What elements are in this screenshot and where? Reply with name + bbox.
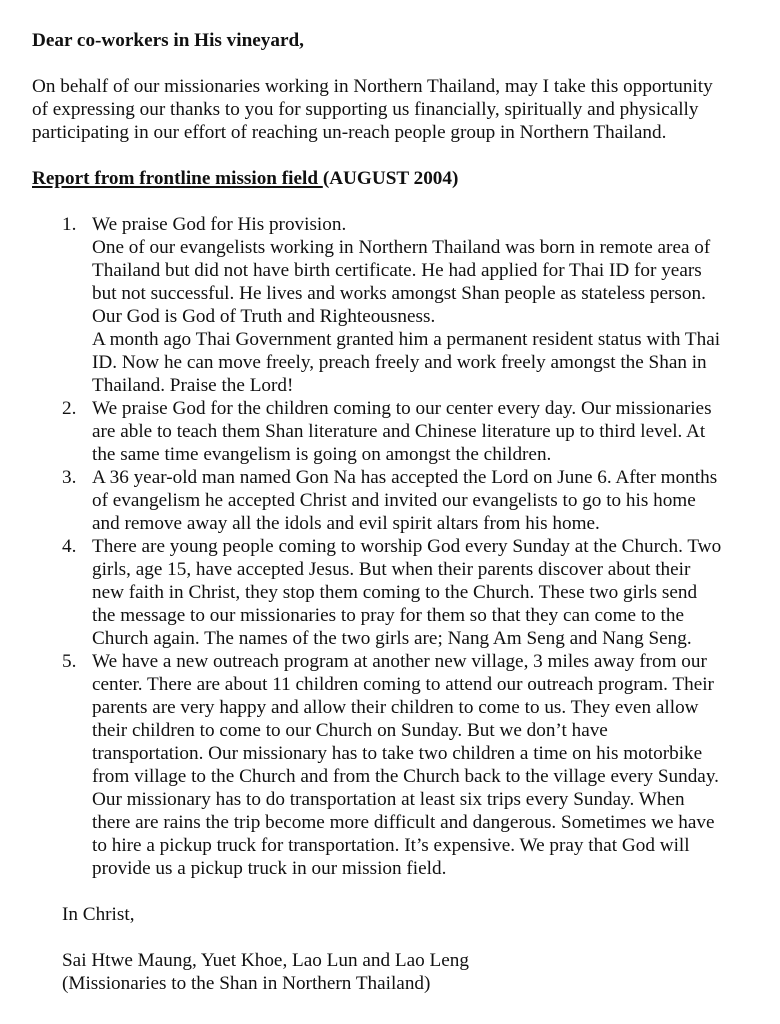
list-item-line: Our God is God of Truth and Righteousness. [92, 306, 436, 327]
list-item [32, 397, 772, 466]
report-heading-date: (AUGUST 2004) [322, 168, 459, 189]
list-item-line: are able to teach them Shan literature and Chinese literature up to third level. At [92, 421, 706, 442]
signatories: Sai Htwe Maung, Yuet Khoe, Lao Lun and Lao Leng [62, 950, 469, 971]
list-item-line: their children to come to our Church on Sunday. But we don’t have [92, 720, 608, 741]
list-item-line: Thailand but did not have birth certificate. He had applied for Thai ID for years [92, 260, 702, 281]
list-item-number: 3. [62, 467, 77, 488]
list-item-line: Thailand. Praise the Lord! [92, 375, 294, 396]
closing: In Christ, [62, 904, 135, 925]
spacer [62, 926, 772, 949]
list-item-line: the message to our missionaries to pray for them so that they can come to the [92, 605, 684, 626]
signatories-role: (Missionaries to the Shan in Northern Thailand) [62, 973, 431, 994]
spacer [32, 190, 772, 213]
list-item-line: center. There are about 11 children coming to attend our outreach program. Their [92, 674, 714, 695]
list-item [32, 466, 772, 535]
intro-line: On behalf of our missionaries working in Northern Thailand, may I take this opportunity [32, 76, 713, 97]
list-item-line: new faith in Christ, they stop them coming to the Church. These two girls send [92, 582, 698, 603]
list-item-line: A month ago Thai Government granted him a permanent resident status with Thai [92, 329, 721, 350]
intro-line: participating in our effort of reaching un-reach people group in Northern Thailand. [32, 122, 667, 143]
report-list [32, 213, 772, 880]
signature-block [32, 903, 772, 995]
list-item-line: We praise God for the children coming to our center every day. Our missionaries [92, 398, 712, 419]
list-item-line: there are rains the trip become more difficult and dangerous. Sometimes we have [92, 812, 715, 833]
list-item-line: but not successful. He lives and works amongst Shan people as stateless person. [92, 283, 706, 304]
list-item-line: Our missionary has to do transportation at least six trips every Sunday. When [92, 789, 685, 810]
list-item [32, 535, 772, 650]
list-item-line: There are young people coming to worship God every Sunday at the Church. Two [92, 536, 722, 557]
list-item-number: 1. [62, 214, 77, 235]
list-item-line: of evangelism he accepted Christ and invited our evangelists to go to his home [92, 490, 696, 511]
spacer [32, 52, 772, 75]
spacer [32, 144, 772, 167]
list-item-number: 5. [62, 651, 77, 672]
list-item-line: We praise God for His provision. [92, 214, 347, 235]
list-item-line: the same time evangelism is going on amongst the children. [92, 444, 552, 465]
report-heading [32, 167, 772, 190]
list-item-number: 2. [62, 398, 77, 419]
list-item-line: parents are very happy and allow their children to come to us. They even allow [92, 697, 699, 718]
list-item-line: from village to the Church and from the Church back to the village every Sunday. [92, 766, 719, 787]
list-item-line: to hire a pickup truck for transportation. It’s expensive. We pray that God will [92, 835, 690, 856]
list-item-line: We have a new outreach program at another new village, 3 miles away from our [92, 651, 707, 672]
intro-paragraph [32, 75, 772, 144]
spacer [32, 880, 772, 903]
list-item-line: transportation. Our missionary has to take two children a time on his motorbike [92, 743, 703, 764]
list-item-line: girls, age 15, have accepted Jesus. But when their parents discover about their [92, 559, 691, 580]
list-item-line: Church again. The names of the two girls are; Nang Am Seng and Nang Seng. [92, 628, 692, 649]
list-item [32, 213, 772, 397]
list-item-line: ID. Now he can move freely, preach freely and work freely amongst the Shan in [92, 352, 707, 373]
letter-page [32, 29, 772, 995]
list-item [32, 650, 772, 880]
intro-line: of expressing our thanks to you for supporting us financially, spiritually and physically [32, 99, 699, 120]
greeting: Dear co-workers in His vineyard, [32, 30, 304, 51]
list-item-line: A 36 year-old man named Gon Na has accepted the Lord on June 6. After months [92, 467, 718, 488]
list-item-line: provide us a pickup truck in our mission field. [92, 858, 447, 879]
list-item-number: 4. [62, 536, 77, 557]
list-item-line: and remove away all the idols and evil spirit altars from his home. [92, 513, 600, 534]
report-heading-title: Report from frontline mission field [32, 168, 323, 189]
list-item-line: One of our evangelists working in Northern Thailand was born in remote area of [92, 237, 711, 258]
